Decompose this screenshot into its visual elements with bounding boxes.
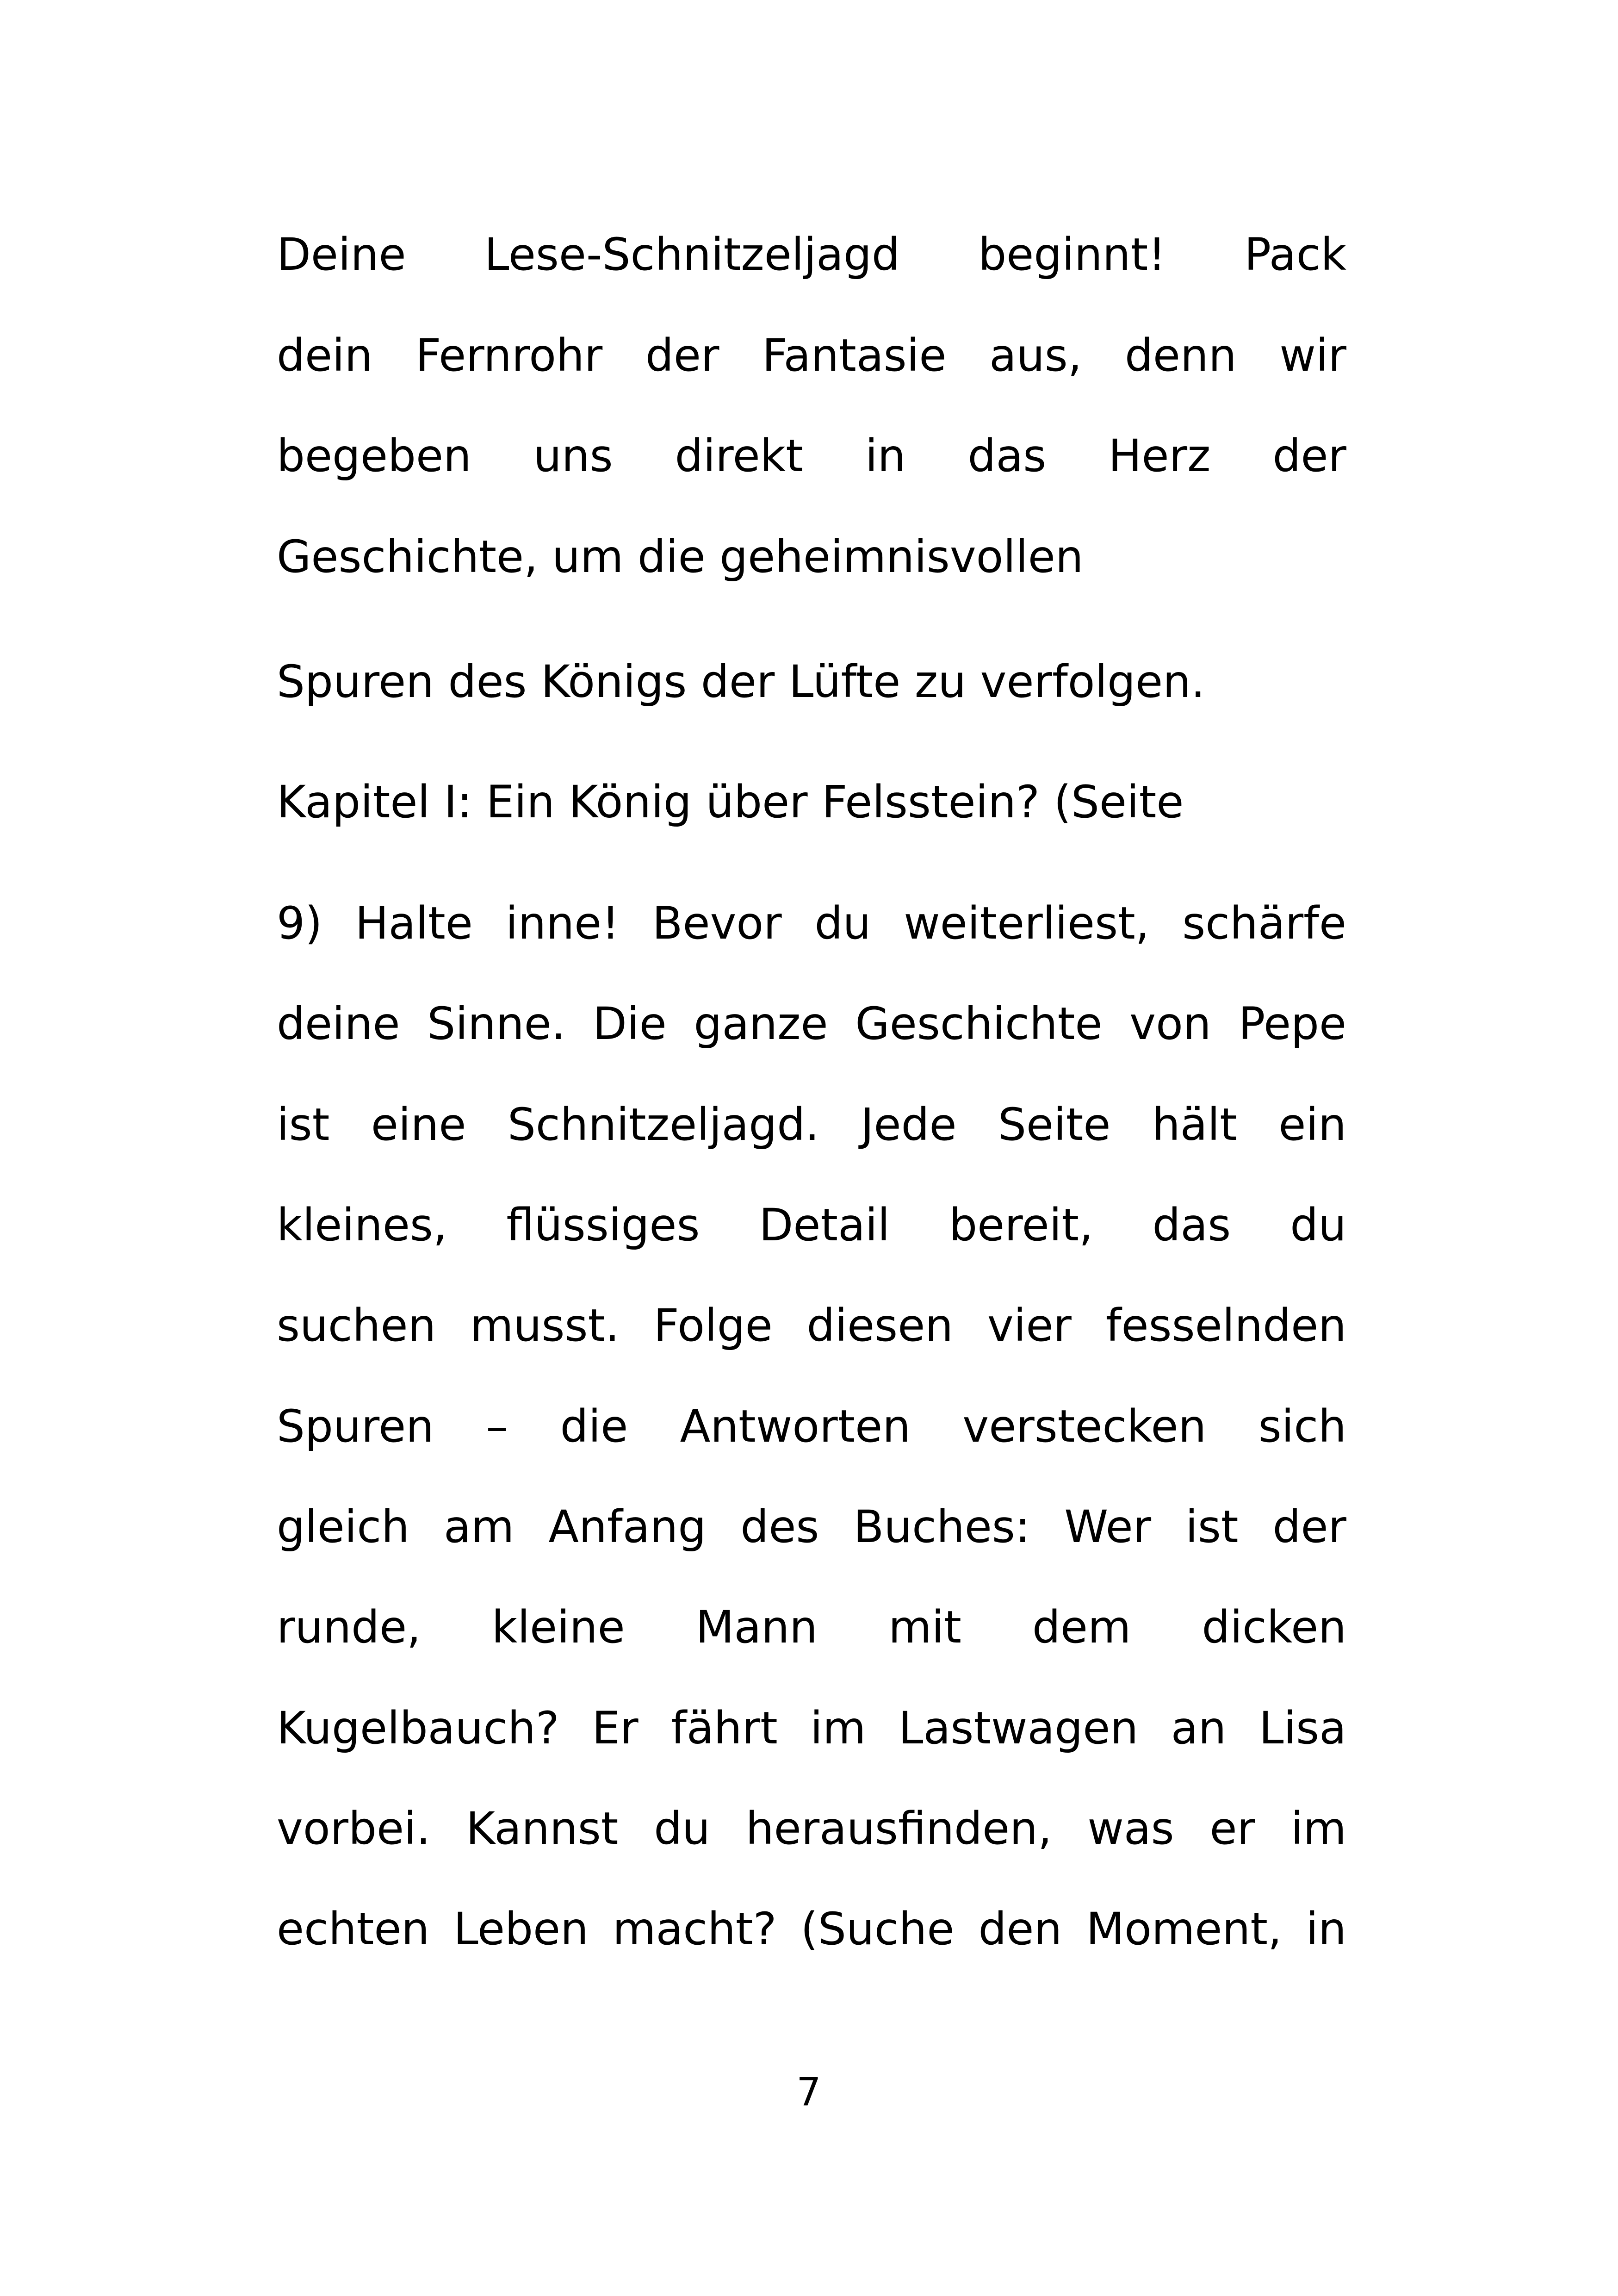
text-line: Kapitel I: Ein König über Felsstein? (Seite [277,776,1184,828]
text-line: Deine Lese-Schnitzeljagd beginnt! Pack [277,229,1346,280]
page-number: 7 [796,2069,821,2115]
text-line: runde, kleine Mann mit dem dicken [277,1601,1346,1653]
text-line: suchen musst. Folge diesen vier fesselnden [277,1300,1346,1351]
text-line: begeben uns direkt in das Herz der [277,430,1346,482]
text-line: echten Leben macht? (Suche den Moment, in [277,1903,1346,1955]
text-line: dein Fernrohr der Fantasie aus, denn wir [277,330,1346,381]
text-line: ist eine Schnitzeljagd. Jede Seite hält ein [277,1099,1346,1151]
text-line: deine Sinne. Die ganze Geschichte von Pepe [277,998,1346,1050]
text-line: Spuren des Königs der Lüfte zu verfolgen. [277,656,1205,708]
text-line: Spuren – die Antworten verstecken sich [277,1400,1346,1452]
text-line: Kugelbauch? Er fährt im Lastwagen an Lisa [277,1702,1346,1754]
text-line: vorbei. Kannst du herausfinden, was er im [277,1803,1346,1854]
text-line: gleich am Anfang des Buches: Wer ist der [277,1501,1346,1553]
text-line: 9) Halte inne! Bevor du weiterliest, schärfe [277,897,1346,949]
text-line: Geschichte, um die geheimnisvollen [277,531,1084,583]
text-line: kleines, flüssiges Detail bereit, das du [277,1199,1346,1251]
